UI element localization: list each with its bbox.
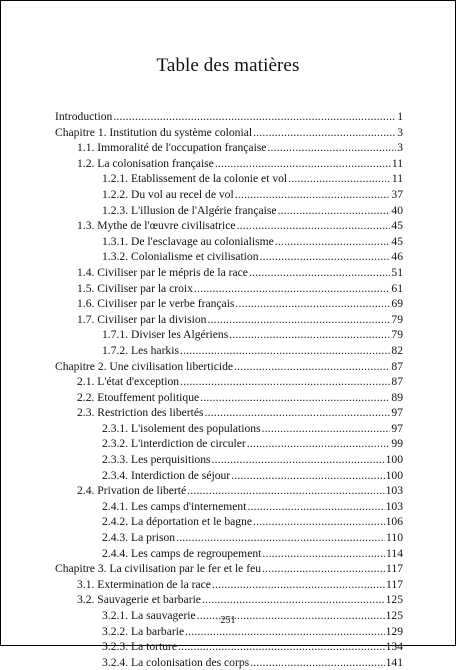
toc-entry-label: 1.2.2. Du vol au recel de vol (102, 187, 234, 201)
toc-entry (55, 249, 403, 265)
toc-entry-page: 87 (391, 375, 403, 389)
toc-entry-page: 3 (397, 141, 403, 155)
toc-entry-page: 45 (391, 234, 403, 248)
toc-entry-page: 125 (385, 593, 403, 607)
toc-entry-page: 37 (391, 187, 403, 201)
toc-entry (55, 374, 403, 390)
dot-leader (212, 577, 385, 593)
dot-leader (187, 483, 384, 499)
toc-entry-page: 69 (391, 297, 403, 311)
toc-entry-label: 3.2.3. La torture (102, 640, 178, 654)
dot-leader (194, 281, 390, 297)
toc-entry-page: 46 (391, 250, 403, 264)
toc-entry-label: 2.4.3. La prison (102, 531, 176, 545)
dot-leader (215, 156, 391, 172)
toc-entry-page: 11 (391, 156, 403, 170)
dot-leader (231, 468, 384, 484)
toc-entry-label: 1.7.1. Diviser les Algériens (102, 328, 229, 342)
toc-entry (55, 109, 403, 125)
toc-entry-label: 1.3.2. Colonialisme et civilisation (102, 250, 259, 264)
toc-entry-page: 117 (386, 562, 403, 576)
toc-entry-label: 3.2.4. La colonisation des corps (102, 655, 250, 669)
toc-entry-page: 134 (385, 640, 403, 654)
toc-entry-label: 2.3.3. Les perquisitions (102, 453, 211, 467)
toc-entry (55, 405, 403, 421)
dot-leader (200, 390, 390, 406)
toc-entry-page: 79 (391, 312, 403, 326)
toc-entry (55, 156, 403, 172)
dot-leader (178, 639, 385, 655)
toc-entry (55, 421, 403, 437)
toc-entry (55, 483, 403, 499)
toc-entry-label: 2.4.4. Les camps de regroupement (102, 546, 262, 560)
toc-entry-page: 82 (391, 343, 403, 357)
dot-leader (212, 452, 385, 468)
toc-entry-page: 1 (397, 110, 403, 123)
toc-entry-label: 2.4. Privation de liberté (77, 484, 187, 498)
toc-entry (55, 312, 403, 328)
dot-leader (275, 234, 391, 250)
toc-entry-page: 106 (385, 515, 403, 529)
toc-entry-label: 1.7.2. Les harkis (102, 343, 179, 357)
toc-entry (55, 343, 403, 359)
dot-leader (205, 405, 391, 421)
dot-leader (253, 514, 385, 530)
toc-entry (55, 125, 403, 141)
dot-leader (253, 125, 396, 141)
dot-leader (237, 218, 391, 234)
dot-leader (267, 140, 396, 156)
toc-entry-page: 141 (385, 655, 403, 669)
toc-entry-page: 129 (385, 624, 403, 638)
toc-entry (55, 187, 403, 203)
dot-leader (207, 312, 390, 328)
toc-entry-label: 2.3.1. L'isolement des populations (102, 421, 261, 435)
toc-entry-label: 2.2. Etouffement politique (77, 390, 200, 404)
toc-entry (55, 468, 403, 484)
toc-entry-label: Chapitre 1. Institution du système colonial (55, 125, 253, 139)
toc-entry-label: 3.2.2. La barbarie (102, 624, 185, 638)
toc-entry-label: Chapitre 3. La civilisation par le fer et le feu (55, 562, 262, 576)
toc-entry-label: 1.1. Immoralité de l'occupation française (77, 141, 267, 155)
toc-entry-label: 1.6. Civiliser par le verbe français (77, 297, 235, 311)
dot-leader (288, 171, 391, 187)
toc-entry-label: 3.2. Sauvagerie et barbarie (77, 593, 201, 607)
toc-entry-label: 2.3.2. L'interdiction de circuler (102, 437, 246, 451)
toc-entry (55, 203, 403, 219)
toc-entry-label: 1.2.3. L'illusion de l'Algérie française (102, 203, 277, 217)
toc-entry (55, 499, 403, 515)
toc-entry-page: 51 (391, 265, 403, 279)
dot-leader (250, 655, 384, 670)
toc-entry-label: 1.7. Civiliser par la division (77, 312, 207, 326)
table-of-contents (55, 109, 403, 670)
toc-entry-page: 114 (386, 546, 403, 560)
toc-entry (55, 390, 403, 406)
dot-leader (180, 374, 390, 390)
toc-entry-label: 1.4. Civiliser par le mépris de la race (77, 265, 248, 279)
toc-entry-page: 110 (386, 531, 403, 545)
page-title: Table des matières (156, 55, 300, 76)
toc-entry-label: Chapitre 2. Une civilisation liberticide (55, 359, 234, 373)
dot-leader (176, 530, 385, 546)
toc-entry-page: 97 (391, 406, 403, 420)
toc-entry-page: 100 (385, 468, 403, 482)
dot-leader (249, 265, 390, 281)
dot-leader (234, 359, 390, 375)
toc-entry (55, 140, 403, 156)
dot-leader (247, 499, 384, 515)
dot-leader (229, 327, 390, 343)
toc-entry-label: 1.5. Civiliser par la croix (77, 281, 193, 295)
toc-entry-page: 61 (391, 281, 403, 295)
toc-entry-page: 3 (397, 125, 403, 139)
toc-entry-page: 11 (391, 172, 403, 186)
toc-entry-page: 100 (385, 453, 403, 467)
toc-entry-page: 89 (391, 390, 403, 404)
toc-entry-label: 3.2.1. La sauvagerie (102, 609, 196, 622)
toc-entry (55, 655, 403, 670)
toc-entry-page: 103 (385, 499, 403, 513)
toc-entry-label: 3.1. Extermination de la race (77, 577, 211, 591)
page-number: 251 (220, 615, 236, 626)
toc-entry (55, 561, 403, 577)
dot-leader (247, 436, 391, 452)
toc-entry-label: 2.4.1. Les camps d'internement (102, 499, 247, 513)
dot-leader (180, 343, 390, 359)
toc-entry (55, 530, 403, 546)
toc-entry (55, 171, 403, 187)
toc-entry (55, 359, 403, 375)
toc-entry (55, 577, 403, 593)
toc-entry-label: Introduction (55, 110, 113, 123)
toc-entry-label: 2.4.2. La déportation et le bagne (102, 515, 253, 529)
dot-leader (278, 203, 391, 219)
toc-entry-label: 1.3. Mythe de l'œuvre civilisatrice (77, 219, 236, 233)
toc-entry-label: 2.1. L'état d'exception (77, 375, 180, 389)
toc-entry-page: 97 (391, 421, 403, 435)
toc-entry (55, 234, 403, 250)
toc-entry-page: 45 (391, 219, 403, 233)
toc-entry-page: 99 (391, 437, 403, 451)
toc-entry-page: 103 (385, 484, 403, 498)
toc-entry (55, 452, 403, 468)
toc-entry-label: 2.3. Restriction des libertés (77, 406, 204, 420)
toc-entry-label: 2.3.4. Interdiction de séjour (102, 468, 231, 482)
toc-entry (55, 327, 403, 343)
toc-entry (55, 546, 403, 562)
dot-leader (202, 592, 385, 608)
dot-leader (262, 421, 391, 437)
toc-entry-label: 1.3.1. De l'esclavage au colonialisme (102, 234, 274, 248)
toc-entry (55, 281, 403, 297)
toc-entry (55, 265, 403, 281)
toc-entry-label: 1.2.1. Etablissement de la colonie et vol (102, 172, 288, 186)
toc-entry (55, 436, 403, 452)
toc-entry (55, 592, 403, 608)
toc-entry-page: 40 (391, 203, 403, 217)
toc-entry (55, 296, 403, 312)
toc-entry (55, 218, 403, 234)
toc-entry-page: 117 (386, 577, 403, 591)
toc-entry-page: 79 (391, 328, 403, 342)
dot-leader (113, 109, 396, 125)
dot-leader (262, 546, 385, 562)
toc-entry-page: 87 (391, 359, 403, 373)
dot-leader (235, 296, 390, 312)
toc-entry-label: 1.2. La colonisation française (77, 156, 214, 170)
toc-entry-page: 125 (385, 609, 403, 622)
dot-leader (262, 561, 385, 577)
dot-leader (235, 187, 391, 203)
dot-leader (260, 249, 391, 265)
toc-entry (55, 514, 403, 530)
toc-entry (55, 639, 403, 655)
